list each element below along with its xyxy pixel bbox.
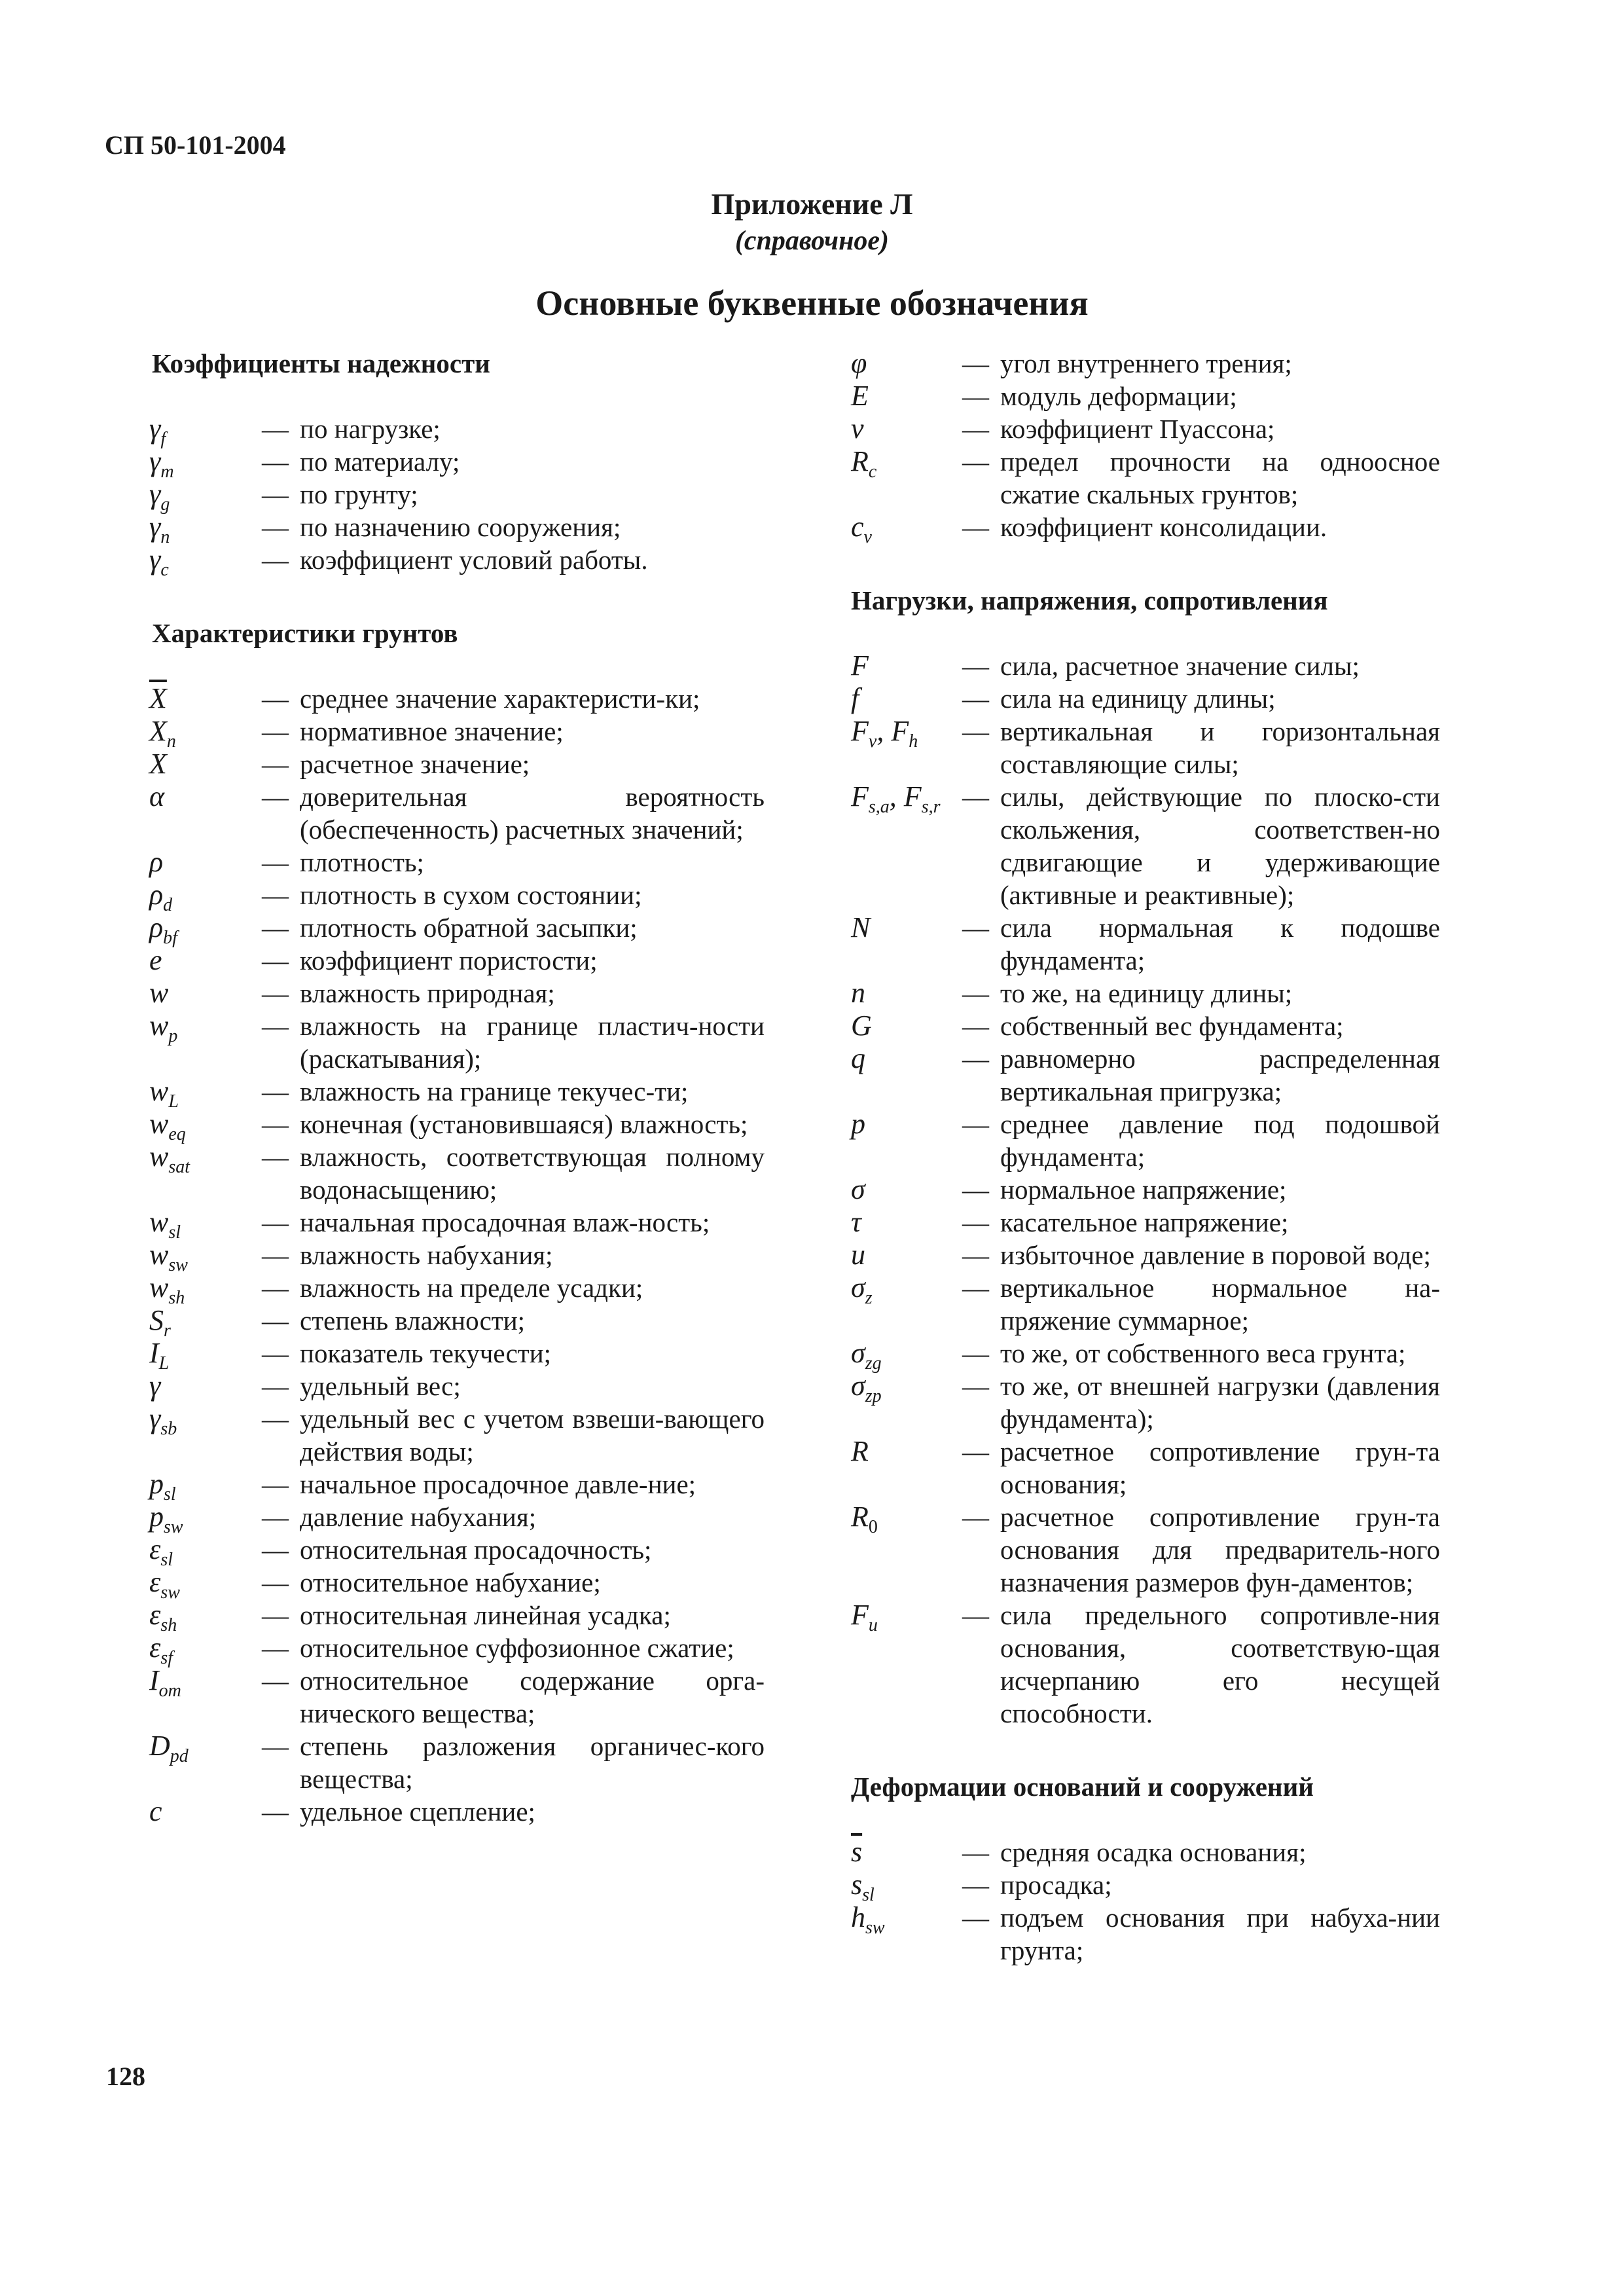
entry-symbol: $w_{eq}$: [149, 1108, 186, 1144]
entry-symbol: $\varepsilon_{sf}$: [149, 1631, 173, 1668]
entry-symbol: N: [851, 911, 871, 943]
entry-symbol: X: [149, 748, 167, 780]
entry-symbol: $\gamma_n$: [149, 511, 170, 547]
entry-description: давление набухания;: [300, 1502, 537, 1532]
entry-description: просадка;: [1000, 1870, 1112, 1900]
entry-symbol: φ: [851, 347, 867, 379]
entry-symbol: $F_u$: [851, 1599, 878, 1635]
entry-description: коэффициент Пуассона;: [1000, 414, 1275, 444]
entry-symbol: $c_v$: [851, 511, 872, 547]
entry-description: сила, расчетное значение силы;: [1000, 651, 1360, 681]
entry-symbol: $w_{sl}$: [149, 1206, 181, 1243]
symbol-entry: N — сила нормальная к подошве фундамента;: [851, 911, 1440, 975]
symbol-entry: $\overline{X}$ — среднее значение характеристи-ки;: [149, 682, 765, 715]
entry-symbol: $\varepsilon_{sw}$: [149, 1566, 180, 1603]
entry-description: степень разложения органичес-кого вещества;: [300, 1731, 765, 1794]
entry-description: коэффициент условий работы.: [300, 545, 648, 575]
symbol-entry: $\gamma_c$ — коэффициент условий работы.: [149, 543, 765, 576]
entry-description: влажность набухания;: [300, 1240, 553, 1270]
entry-symbol: $I_{om}$: [149, 1664, 181, 1701]
symbol-entry: φ — угол внутреннего трения;: [851, 347, 1440, 380]
symbol-entry: $w_{sat}$ — влажность, соответствующая полному водонасыщению;: [149, 1140, 765, 1205]
entry-description: удельное сцепление;: [300, 1796, 535, 1827]
symbol-entry: c — удельное сцепление;: [149, 1795, 765, 1828]
symbol-entry: $w_L$ — влажность на границе текучес-ти;: [149, 1075, 765, 1108]
symbol-entry: E — модуль деформации;: [851, 380, 1440, 412]
entry-description: средняя осадка основания;: [1000, 1837, 1307, 1867]
entry-description: расчетное сопротивление грун-та основания для предваритель-ного назначения размеров фун-даментов;: [1000, 1502, 1440, 1597]
symbol-entry: R — расчетное сопротивление грун-та основания;: [851, 1435, 1440, 1499]
entry-symbol: $\gamma_m$: [149, 445, 174, 482]
symbol-entry: X — расчетное значение;: [149, 748, 765, 780]
entry-description: подъем основания при набуха-нии грунта;: [1000, 1903, 1440, 1965]
symbol-entry: α — доверительная вероятность (обеспеченность) расчетных значений;: [149, 780, 765, 845]
title-block: [0, 187, 1624, 323]
entry-description: сила предельного сопротивле-ния основания, соответствую-щая исчерпанию его несущей способности.: [1000, 1600, 1440, 1728]
symbol-entry: $w_{sw}$ — влажность набухания;: [149, 1239, 765, 1271]
entry-symbol: $\gamma_{sb}$: [149, 1402, 177, 1439]
entry-description: расчетное значение;: [300, 749, 530, 779]
entry-description: плотность обратной засыпки;: [300, 913, 638, 943]
entry-description: относительное суффозионное сжатие;: [300, 1633, 734, 1663]
entry-description: сила нормальная к подошве фундамента;: [1000, 913, 1440, 975]
entry-symbol: G: [851, 1010, 872, 1042]
symbol-entry: $\varepsilon_{sw}$ — относительное набухание;: [149, 1566, 765, 1599]
entry-symbol: R: [851, 1435, 869, 1467]
symbol-entry: γ — удельный вес;: [149, 1370, 765, 1402]
document-code: СП 50-101-2004: [105, 130, 286, 160]
symbol-entry: $\sigma_{zg}$ — то же, от собственного веса грунта;: [851, 1337, 1440, 1370]
symbol-entry: $p_{sl}$ — начальное просадочное давле-ние;: [149, 1468, 765, 1501]
symbol-entry: $\rho_d$ — плотность в сухом состоянии;: [149, 879, 765, 911]
entry-description: влажность на пределе усадки;: [300, 1273, 643, 1303]
entry-description: собственный вес фундамента;: [1000, 1011, 1344, 1041]
entry-description: избыточное давление в поровой воде;: [1000, 1240, 1431, 1270]
symbol-entry: F — сила, расчетное значение силы;: [851, 649, 1440, 682]
entry-symbol: $w_{sw}$: [149, 1239, 188, 1275]
symbol-entry: $w_{sl}$ — начальная просадочная влаж-ность;: [149, 1206, 765, 1239]
symbol-entry: $R_0$ — расчетное сопротивление грун-та основания для предваритель-ного назначения размеров фун-даментов;: [851, 1501, 1440, 1597]
entry-symbol: $w_L$: [149, 1075, 179, 1112]
symbol-entry: $F_{s,a}$, $F_{s,r}$ — силы, действующие по плоско-сти скольжения, соответствен-но сдвигающие и удерживающие (активные и реактивные);: [851, 780, 1440, 910]
entry-description: коэффициент пористости;: [300, 945, 598, 975]
entry-symbol: e: [149, 944, 162, 976]
entry-symbol: $\overline{s}$: [851, 1836, 863, 1868]
entry-description: удельный вес;: [300, 1371, 461, 1401]
symbol-entry: $F_u$ — сила предельного сопротивле-ния основания, соответствую-щая исчерпанию его несущей способности.: [851, 1599, 1440, 1728]
symbol-entry: $\sigma_{zp}$ — то же, от внешней нагрузки (давления фундамента);: [851, 1370, 1440, 1434]
left-column: [149, 347, 765, 1828]
entry-description: то же, на единицу длины;: [1000, 978, 1293, 1008]
symbol-entry: $\varepsilon_{sf}$ — относительное суффозионное сжатие;: [149, 1631, 765, 1664]
entry-symbol: q: [851, 1042, 865, 1074]
symbol-entry: $\gamma_f$ — по нагрузке;: [149, 412, 765, 445]
symbol-entry: $w_{sh}$ — влажность на пределе усадки;: [149, 1271, 765, 1304]
entry-description: то же, от внешней нагрузки (давления фундамента);: [1000, 1371, 1440, 1434]
symbol-entry: p — среднее давление под подошвой фундамента;: [851, 1108, 1440, 1172]
symbol-entry: w — влажность природная;: [149, 977, 765, 1010]
symbol-entry: $w_{eq}$ — конечная (установившаяся) влажность;: [149, 1108, 765, 1140]
entry-description: конечная (установившаяся) влажность;: [300, 1109, 748, 1139]
entry-symbol: $D_{pd}$: [149, 1730, 189, 1766]
section-heading-loads: Нагрузки, напряжения, сопротивления: [851, 585, 1328, 615]
entry-description: влажность на границе пластич-ности (раскатывания);: [300, 1011, 765, 1074]
symbol-entry: u — избыточное давление в поровой воде;: [851, 1239, 1440, 1271]
symbol-entry: $D_{pd}$ — степень разложения органичес-кого вещества;: [149, 1730, 765, 1794]
symbol-entry: $s_{sl}$ — просадка;: [851, 1868, 1440, 1901]
symbol-entry: q — равномерно распределенная вертикальная пригрузка;: [851, 1042, 1440, 1106]
entry-symbol: $\varepsilon_{sh}$: [149, 1599, 177, 1635]
entry-symbol: $S_r$: [149, 1304, 171, 1341]
entry-description: нормативное значение;: [300, 716, 564, 746]
entry-symbol: n: [851, 977, 865, 1009]
right-column: [851, 347, 1440, 1967]
entry-symbol: p: [851, 1108, 865, 1140]
entry-symbol: c: [149, 1795, 162, 1827]
symbol-entry: $\rho_{bf}$ — плотность обратной засыпки;: [149, 911, 765, 944]
entry-description: по грунту;: [300, 479, 418, 509]
entry-description: показатель текучести;: [300, 1338, 552, 1368]
entry-description: степень влажности;: [300, 1305, 526, 1336]
entry-symbol: $I_L$: [149, 1337, 170, 1374]
symbol-entry: $w_p$ — влажность на границе пластич-ности (раскатывания);: [149, 1010, 765, 1074]
entry-symbol: $s_{sl}$: [851, 1868, 875, 1905]
entry-symbol: $p_{sw}$: [149, 1501, 183, 1537]
entry-description: влажность природная;: [300, 978, 555, 1008]
symbol-entry: σ — нормальное напряжение;: [851, 1173, 1440, 1206]
entry-symbol: γ: [149, 1370, 161, 1402]
entry-description: равномерно распределенная вертикальная пригрузка;: [1000, 1044, 1440, 1106]
entry-symbol: $\sigma_{zp}$: [851, 1370, 882, 1406]
entry-symbol: $\gamma_f$: [149, 412, 166, 449]
entry-description: влажность, соответствующая полному водонасыщению;: [300, 1142, 765, 1205]
entry-description: предел прочности на одноосное сжатие скальных грунтов;: [1000, 446, 1440, 509]
entry-symbol: $F_{s,a}$, $F_{s,r}$: [851, 780, 941, 817]
entry-description: удельный вес с учетом взвеши-вающего действия воды;: [300, 1404, 765, 1467]
entry-symbol: $p_{sl}$: [149, 1468, 176, 1504]
section-heading-reliability: Коэффициенты надежности: [152, 348, 490, 378]
entry-description: относительная просадочность;: [300, 1535, 652, 1565]
symbol-entry: $\varepsilon_{sh}$ — относительная линейная усадка;: [149, 1599, 765, 1631]
symbol-entry: $\gamma_n$ — по назначению сооружения;: [149, 511, 765, 543]
entry-symbol: $w_{sat}$: [149, 1140, 190, 1177]
entry-symbol: w: [149, 977, 169, 1009]
symbol-entry: $p_{sw}$ — давление набухания;: [149, 1501, 765, 1533]
symbol-entry: $\gamma_m$ — по материалу;: [149, 445, 765, 478]
symbol-entry: $h_{sw}$ — подъем основания при набуха-нии грунта;: [851, 1901, 1440, 1965]
entry-symbol: $w_{sh}$: [149, 1271, 185, 1308]
entry-symbol: E: [851, 380, 869, 412]
entry-symbol: $F_v$, $F_h$: [851, 715, 918, 752]
symbol-entry: $\sigma_z$ — вертикальное нормальное на-пряжение суммарное;: [851, 1271, 1440, 1336]
entry-description: по нагрузке;: [300, 414, 441, 444]
entry-symbol: $R_c$: [851, 445, 877, 482]
entry-symbol: $w_p$: [149, 1010, 178, 1046]
symbol-entry: $\gamma_{sb}$ — удельный вес с учетом взвеши-вающего действия воды;: [149, 1402, 765, 1467]
symbol-entry: ν — коэффициент Пуассона;: [851, 412, 1440, 445]
entry-symbol: $\sigma_z$: [851, 1271, 873, 1308]
entry-description: относительное набухание;: [300, 1567, 601, 1597]
section-heading-deformations: Деформации оснований и сооружений: [851, 1772, 1314, 1802]
entry-description: коэффициент консолидации.: [1000, 512, 1327, 542]
symbol-entry: $X_n$ — нормативное значение;: [149, 715, 765, 748]
entry-symbol: $\gamma_g$: [149, 478, 170, 515]
entry-description: начальное просадочное давле-ние;: [300, 1469, 696, 1499]
entry-description: вертикальное нормальное на-пряжение суммарное;: [1000, 1273, 1440, 1336]
entry-description: доверительная вероятность (обеспеченность) расчетных значений;: [300, 782, 765, 845]
entry-description: по материалу;: [300, 446, 460, 477]
entry-symbol: τ: [851, 1206, 861, 1238]
entry-description: вертикальная и горизонтальная составляющие силы;: [1000, 716, 1440, 779]
symbol-entry: $c_v$ — коэффициент консолидации.: [851, 511, 1440, 543]
entry-symbol: F: [851, 649, 869, 682]
symbol-entry: $S_r$ — степень влажности;: [149, 1304, 765, 1337]
symbol-entry: $\varepsilon_{sl}$ — относительная просадочность;: [149, 1533, 765, 1566]
symbol-entry: $R_c$ — предел прочности на одноосное сжатие скальных грунтов;: [851, 445, 1440, 509]
entry-symbol: $\rho_{bf}$: [149, 911, 177, 948]
entry-symbol: $h_{sw}$: [851, 1901, 885, 1938]
entry-symbol: ν: [851, 412, 864, 445]
entry-description: относительная линейная усадка;: [300, 1600, 671, 1630]
entry-description: модуль деформации;: [1000, 381, 1237, 411]
symbol-entry: τ — касательное напряжение;: [851, 1206, 1440, 1239]
entry-description: плотность;: [300, 847, 424, 877]
symbol-entry: $I_L$ — показатель текучести;: [149, 1337, 765, 1370]
entry-description: угол внутреннего трения;: [1000, 348, 1292, 378]
entry-description: расчетное сопротивление грун-та основания;: [1000, 1436, 1440, 1499]
main-title: Основные буквенные обозначения: [535, 283, 1089, 323]
entry-description: то же, от собственного веса грунта;: [1000, 1338, 1406, 1368]
annex-title: Приложение Л: [711, 187, 913, 221]
entry-description: по назначению сооружения;: [300, 512, 621, 542]
entry-description: нормальное напряжение;: [1000, 1175, 1287, 1205]
entry-description: влажность на границе текучес-ти;: [300, 1076, 689, 1106]
entry-symbol: $\rho_d$: [149, 879, 173, 915]
entry-description: сила на единицу длины;: [1000, 683, 1276, 714]
entry-symbol: α: [149, 780, 165, 812]
symbol-entry: $F_v$, $F_h$ — вертикальная и горизонтальная составляющие силы;: [851, 715, 1440, 779]
entry-description: среднее давление под подошвой фундамента;: [1000, 1109, 1440, 1172]
symbol-entry: $\gamma_g$ — по грунту;: [149, 478, 765, 511]
entry-symbol: σ: [851, 1173, 865, 1205]
symbol-entry: G — собственный вес фундамента;: [851, 1010, 1440, 1042]
entry-symbol: $\varepsilon_{sl}$: [149, 1533, 173, 1570]
symbol-entry: $\overline{s}$ — средняя осадка основания;: [851, 1836, 1440, 1868]
symbol-entry: e — коэффициент пористости;: [149, 944, 765, 977]
annex-note: (справочное): [734, 226, 890, 256]
entry-symbol: ρ: [149, 846, 164, 878]
entry-description: касательное напряжение;: [1000, 1207, 1289, 1237]
entry-symbol: $\overline{X}$: [149, 682, 167, 714]
entry-symbol: $\gamma_c$: [149, 543, 169, 580]
entry-symbol: $\sigma_{zg}$: [851, 1337, 882, 1374]
entry-symbol: $R_0$: [851, 1501, 878, 1537]
symbol-entry: $I_{om}$ — относительное содержание орга-нического вещества;: [149, 1664, 765, 1728]
entry-symbol: $X_n$: [149, 715, 176, 752]
entry-symbol: f: [851, 682, 859, 714]
page-number: 128: [106, 2062, 145, 2091]
entry-description: начальная просадочная влаж-ность;: [300, 1207, 710, 1237]
entry-description: плотность в сухом состоянии;: [300, 880, 642, 910]
symbol-entry: n — то же, на единицу длины;: [851, 977, 1440, 1010]
symbol-entry: f — сила на единицу длины;: [851, 682, 1440, 715]
entry-description: силы, действующие по плоско-сти скольжения, соответствен-но сдвигающие и удерживающие (активные и реактивные);: [1000, 782, 1440, 910]
symbol-entry: ρ — плотность;: [149, 846, 765, 879]
entry-description: среднее значение характеристи-ки;: [300, 683, 700, 714]
entry-symbol: u: [851, 1239, 865, 1271]
section-heading-soil: Характеристики грунтов: [152, 618, 458, 648]
entry-description: относительное содержание орга-нического вещества;: [300, 1666, 765, 1728]
